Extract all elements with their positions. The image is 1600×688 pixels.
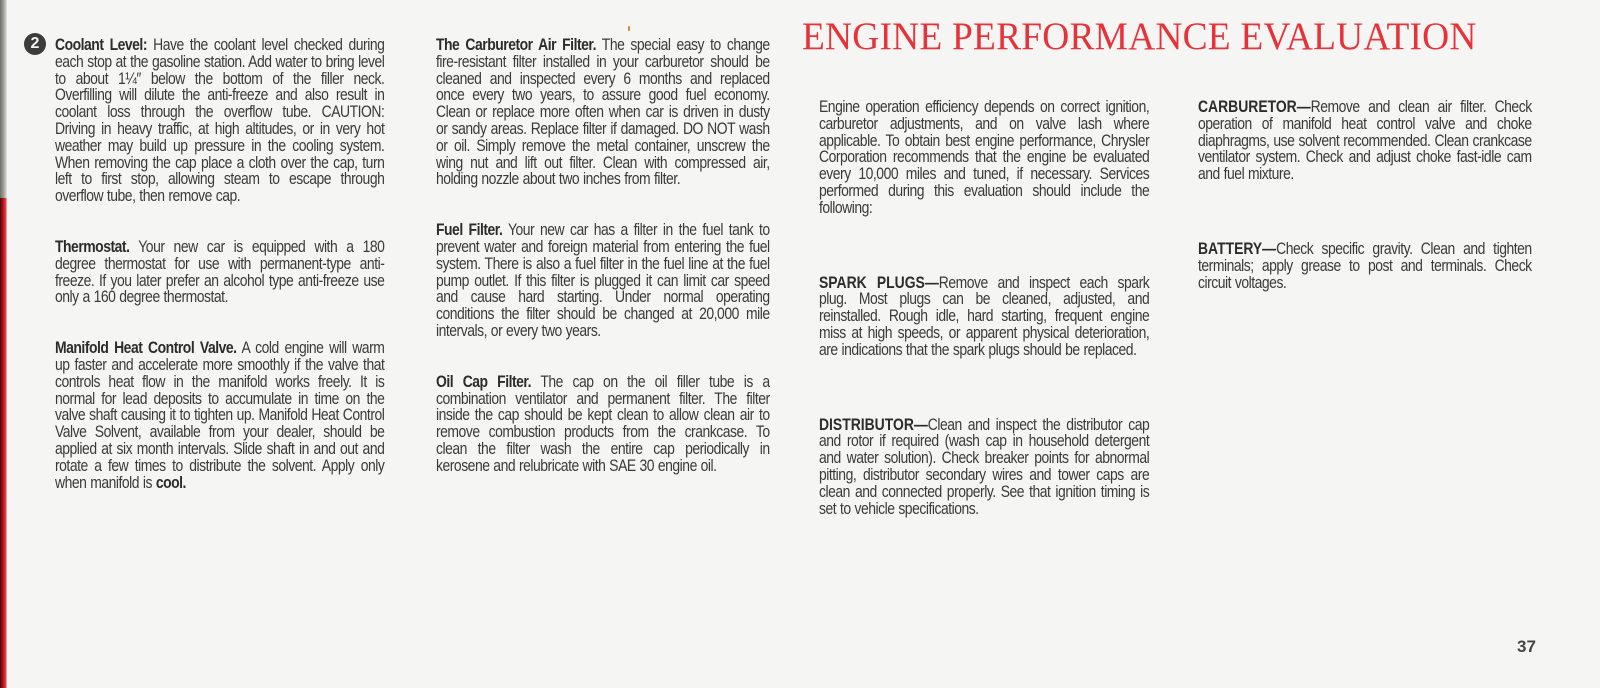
section-heading: The Carburetor Air Filter. [436,36,596,54]
section-heading: Coolant Level: [55,36,148,54]
evaluation-intro: Engine operation efficiency depends on correct ignition, carburetor adjustments, and on valve lash where applicable. To obtain best engine performance, Chrysler Corporation recommends that the engine be evaluated every 10,000 miles and tuned, if necessary. Services performed during this evaluation should include the following: [819,98,1150,217]
section-oil-cap-filter [436,374,770,475]
section-fuel-filter [436,222,770,340]
section-heading: Manifold Heat Control Valve. [55,339,237,358]
page-number: 37 [1517,637,1536,656]
item-spark-plugs [819,275,1149,359]
item-heading: SPARK PLUGS— [819,273,939,292]
item-heading: BATTERY— [1198,239,1277,258]
item-distributor [819,417,1149,518]
section-body: Your new car is equipped with a 180 degree thermostat for use with permanent-type anti-freeze. If you later prefer an alcohol type anti-freeze use only a 160 degree thermostat. [55,237,385,307]
section-body: Your new car has a filter in the fuel tank to prevent water and foreign material from entering the fuel system. There is also a fuel filter in the fuel line at the fuel pump outlet. If this filter is plugged it can limit car speed and cause hard starting. Under normal operating conditions the filter should be changed at 20,000 mile intervals, or every two years. [436,221,770,340]
item-carburetor [1198,99,1532,183]
item-body: Clean and inspect the distributor cap and rotor if required (wash cap in household detergent and water solution). Check breaker points for abnormal pitting, distributor secondary wires and tower caps are clean and connected properly. See that ignition timing is set to vehicle specifications. [819,415,1150,518]
section-heading: Fuel Filter. [436,221,503,240]
section-heading: Thermostat. [55,237,130,256]
section-body: A cold engine will warm up faster and accelerate more smoothly if the valve that controls heat flow in the manifold works freely. It is normal for lead deposits to accumulate in time on the valve shaft causing it to tighten up. Manifold Heat Control Valve Solvent, available from your dealer, should be applied at six month intervals. Slide shaft in and out and rotate a few times to distribute the solvent. Apply only when manifold is [55,339,385,492]
section-body: The special easy to change fire-resistant filter installed in your carburetor should be cleaned and inspected every 6 months and replaced once every two years, to assure good fuel economy. Clean or replace more often when car is driven in dusty or sandy areas. Replace filter if damaged. DO NOT wash or oil. Simply remove the metal container, unscrew the wing nut and lift out filter. Clean with compressed air, holding nozzle about two inches from filter. [436,36,770,189]
item-body: Check specific gravity. Clean and tighten terminals; apply grease to post and terminals. Check circuit voltages. [1198,239,1532,292]
evaluation-left-column [819,99,1149,553]
section-body: Have the coolant level checked during each stop at the gasoline station. Add water to bring level to about 1¼″ below the bottom of the filler neck. Overfilling will dilute the anti-freeze and also result in coolant loss through the overflow tube. CAUTION: Driving in heavy traffic, at high altitudes, or in very hot weather may build up pressure in the cooling system. When removing the cap place a cloth over the cap, turn left to first stop, allowing steam to escape through overflow tube, then remove cap. [55,36,385,206]
middle-column [436,37,770,511]
item-heading: DISTRIBUTOR— [819,415,928,434]
item-battery [1198,241,1532,291]
section-manifold-heat-control-valve [55,340,384,491]
section-thermostat [55,239,384,306]
section-coolant-level [55,37,384,205]
emphasis-text: cool. [155,473,186,492]
item-body: Remove and clean air filter. Check operation of manifold heat control valve and choke diaphragms, use solvent recommended. Clean crankcase ventilator system. Check and adjust choke fast-idle cam and fuel mixture. [1198,98,1532,184]
item-body: Remove and inspect each spark plug. Most plugs can be cleaned, adjusted, and reinstalled. Rough idle, hard starting, frequent engine miss at high speeds, or apparent physical deterioration, are indications that the spark plugs should be replaced. [819,273,1150,359]
section-body: The cap on the oil filler tube is a combination ventilator and permanent filter. The filter inside the cap should be kept clean to allow clean air to remove combustion products from the crankcase. To clean the filter wash the entire cap periodically in kerosene and relubricate with SAE 30 engine oil. [436,372,770,475]
section-carburetor-air-filter [436,37,770,188]
print-speck [628,26,630,31]
evaluation-right-column [1198,99,1532,327]
section-heading: Oil Cap Filter. [436,372,531,391]
page-title: ENGINE PERFORMANCE EVALUATION [802,15,1477,58]
left-column [55,37,384,527]
item-heading: CARBURETOR— [1198,98,1311,116]
red-binding-strip [0,198,7,688]
step-number-badge: 2 [24,33,46,55]
